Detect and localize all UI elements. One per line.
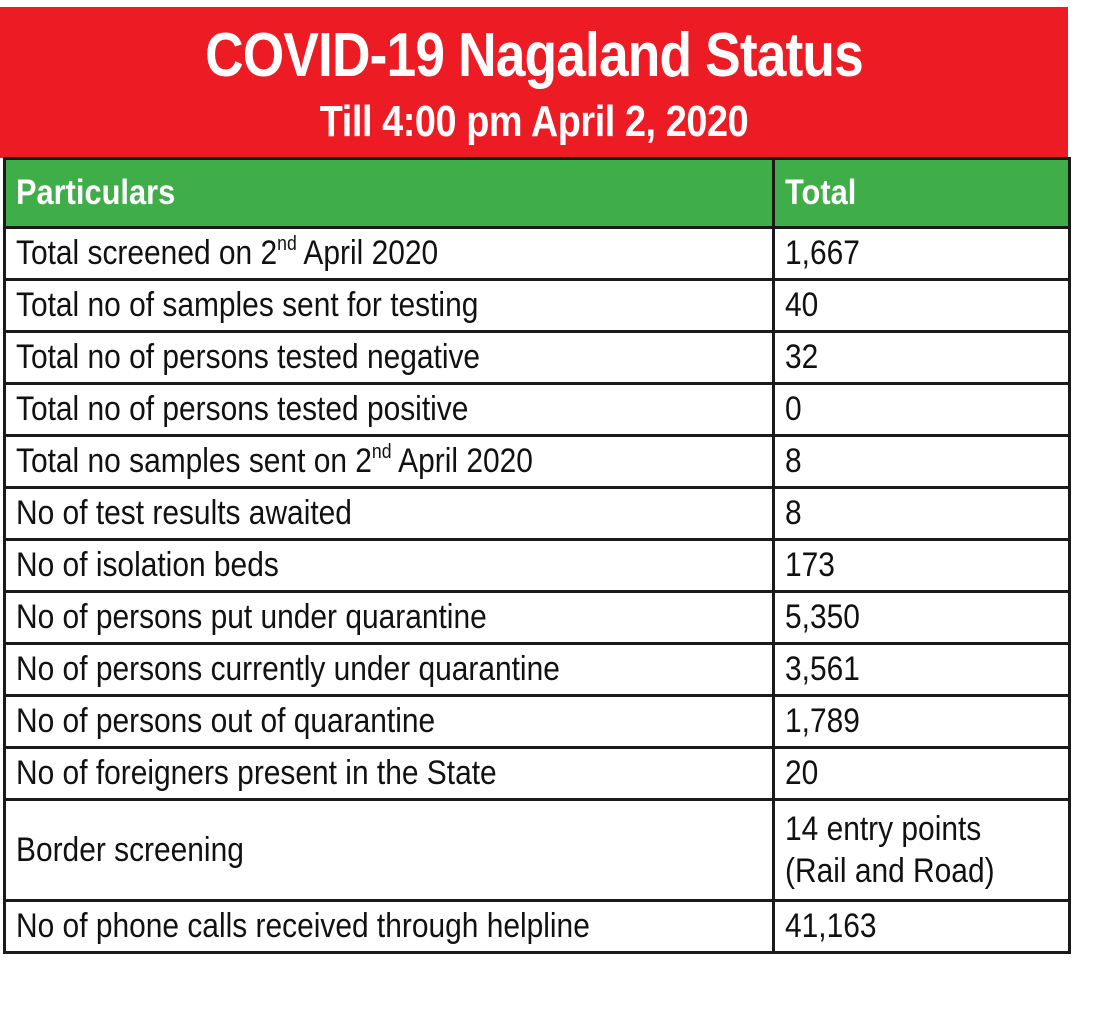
row-total — [774, 800, 1070, 901]
table-row — [5, 228, 1070, 280]
status-table — [3, 157, 1071, 954]
row-particular: No of persons put under quarantine — [5, 592, 774, 644]
row-total: 1,667 — [774, 228, 1070, 280]
row-total: 41,163 — [774, 901, 1070, 953]
row-total: 1,789 — [774, 696, 1070, 748]
table-row — [5, 540, 1070, 592]
row-total: 173 — [774, 540, 1070, 592]
row-particular: No of phone calls received through helpline — [5, 901, 774, 953]
row-particular: Total no samples sent on 2nd April 2020 — [5, 436, 774, 488]
page-title: COVID-19 Nagaland Status — [205, 21, 863, 90]
row-particular: No of test results awaited — [5, 488, 774, 540]
row-total: 0 — [774, 384, 1070, 436]
row-total-line: 14 entry points — [785, 810, 982, 848]
column-header-particulars: Particulars — [5, 159, 774, 228]
row-particular: No of persons currently under quarantine — [5, 644, 774, 696]
table-row — [5, 436, 1070, 488]
row-particular: Total screened on 2nd April 2020 — [5, 228, 774, 280]
table-row — [5, 384, 1070, 436]
table-header-row — [5, 159, 1070, 228]
row-particular: Total no of samples sent for testing — [5, 280, 774, 332]
table-row — [5, 748, 1070, 800]
row-particular: Total no of persons tested negative — [5, 332, 774, 384]
page-subtitle: Till 4:00 pm April 2, 2020 — [319, 97, 749, 146]
row-total: 20 — [774, 748, 1070, 800]
table-row — [5, 644, 1070, 696]
row-particular: Total no of persons tested positive — [5, 384, 774, 436]
row-particular: No of isolation beds — [5, 540, 774, 592]
title-banner — [0, 7, 1068, 158]
row-particular: No of persons out of quarantine — [5, 696, 774, 748]
table-row — [5, 280, 1070, 332]
row-total: 5,350 — [774, 592, 1070, 644]
row-total-line: (Rail and Road) — [785, 852, 995, 890]
row-total: 8 — [774, 488, 1070, 540]
table-row — [5, 592, 1070, 644]
row-total: 40 — [774, 280, 1070, 332]
column-header-total: Total — [774, 159, 1070, 228]
row-total: 3,561 — [774, 644, 1070, 696]
table-row — [5, 696, 1070, 748]
table-row — [5, 488, 1070, 540]
table-row — [5, 800, 1070, 901]
row-total: 32 — [774, 332, 1070, 384]
row-particular: Border screening — [5, 800, 774, 901]
row-particular: No of foreigners present in the State — [5, 748, 774, 800]
row-total: 8 — [774, 436, 1070, 488]
table-row — [5, 901, 1070, 953]
table-row — [5, 332, 1070, 384]
